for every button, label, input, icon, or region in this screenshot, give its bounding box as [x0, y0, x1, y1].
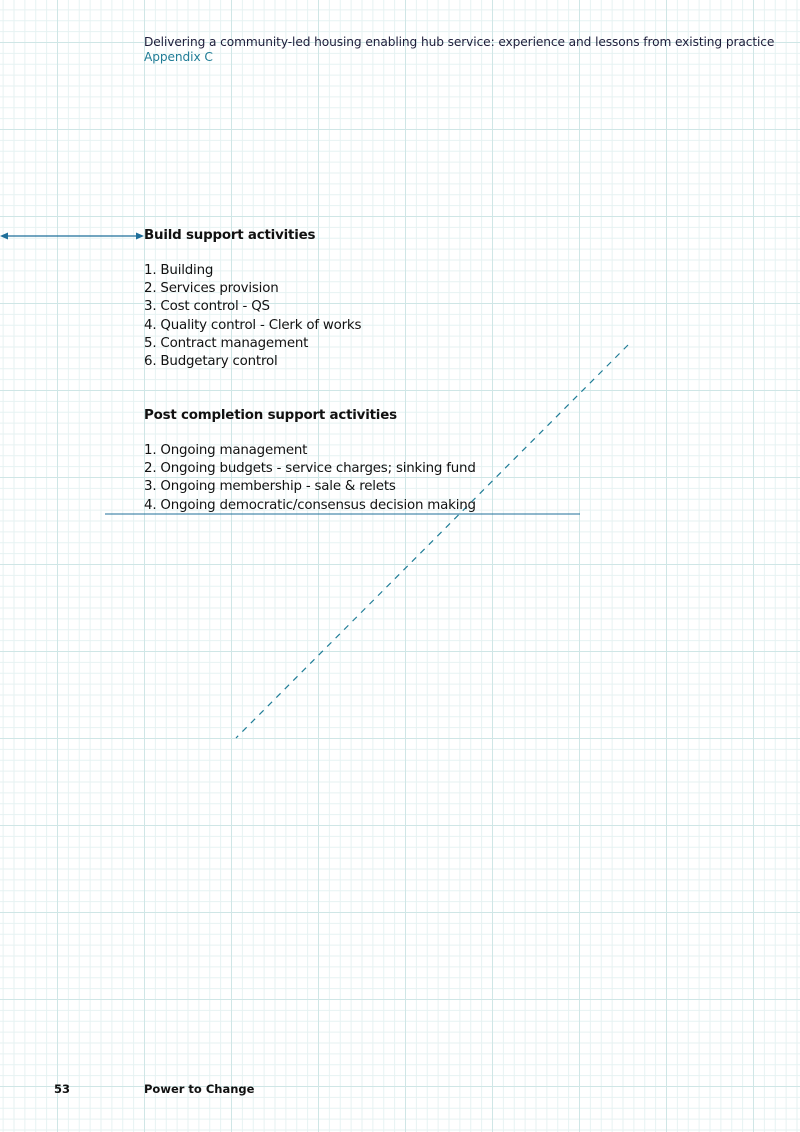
list-item: 3. Ongoing membership - sale & relets — [144, 479, 396, 495]
document-title: Delivering a community-led housing enabling hub service: experience and lessons from existing practice — [144, 35, 775, 49]
list-item: 3. Cost control - QS — [144, 299, 270, 315]
post-completion-heading: Post completion support activities — [144, 408, 397, 423]
list-item: 4. Quality control - Clerk of works — [144, 317, 362, 333]
list-item: 1. Building — [144, 263, 214, 278]
list-item: 6. Budgetary control — [144, 354, 278, 370]
page-number: 53 — [54, 1082, 71, 1096]
build-support-heading: Build support activities — [144, 228, 316, 243]
post-completion-list — [144, 442, 604, 515]
post-completion-section — [144, 407, 604, 515]
dashed-diagonal-line — [236, 345, 628, 738]
list-item: 4. Ongoing democratic/consensus decision making — [144, 497, 476, 513]
build-support-section — [144, 227, 604, 371]
list-item: 2. Ongoing budgets - service charges; sinking fund — [144, 461, 476, 477]
build-support-list — [144, 262, 604, 371]
list-item: 2. Services provision — [144, 281, 279, 297]
appendix-label: Appendix C — [144, 50, 213, 64]
pointer-arrow-right-head — [136, 233, 144, 240]
footer-brand: Power to Change — [144, 1082, 255, 1096]
pointer-arrow-left-head — [0, 233, 8, 240]
list-item: 1. Ongoing management — [144, 443, 308, 458]
list-item: 5. Contract management — [144, 335, 309, 351]
